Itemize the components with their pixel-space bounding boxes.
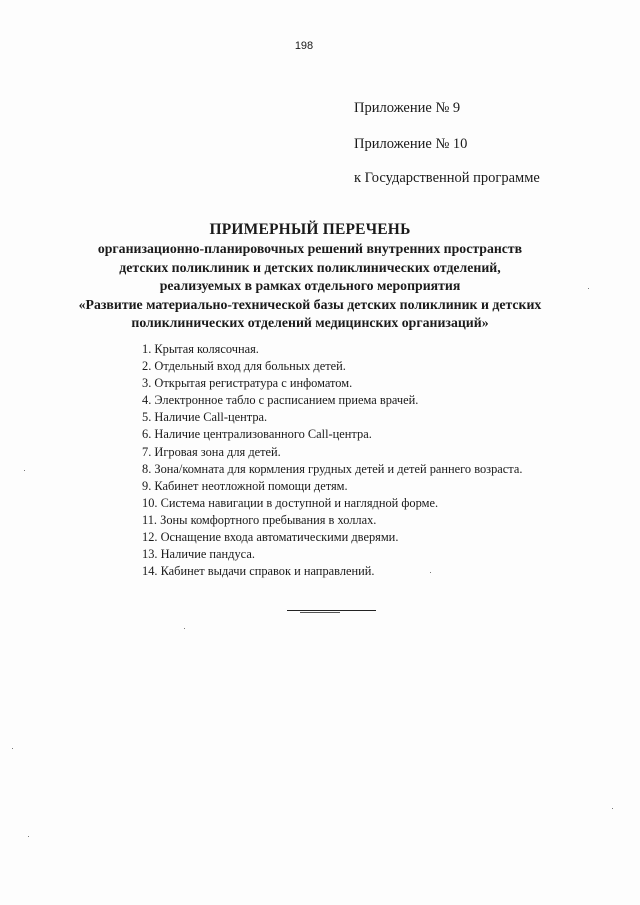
title-heading: ПРИМЕРНЫЙ ПЕРЕЧЕНЬ: [209, 221, 411, 238]
list-item: 8. Зона/комната для кормления грудных детей и детей раннего возраста.: [142, 461, 523, 476]
scan-speck: [24, 470, 25, 471]
list-item: 3. Открытая регистратура с инфоматом.: [142, 376, 353, 391]
list-item: 2. Отдельный вход для больных детей.: [142, 359, 346, 374]
list-item: 9. Кабинет неотложной помощи детям.: [142, 478, 348, 493]
appendix-program-ref: к Государственной программе: [354, 170, 540, 186]
list-item: 13. Наличие пандуса.: [142, 547, 255, 562]
scan-speck: [12, 748, 13, 749]
list-item: 1. Крытая колясочная.: [142, 342, 259, 356]
solutions-list: [142, 341, 522, 580]
title-line: организационно-планировочных решений внутренних пространств: [97, 241, 523, 256]
scan-speck: [430, 572, 431, 573]
closing-divider-stroke: [300, 612, 340, 613]
scan-speck: [28, 836, 29, 837]
closing-divider: [287, 610, 376, 611]
list-item: 7. Игровая зона для детей.: [142, 444, 281, 459]
list-item: 14. Кабинет выдачи справок и направлений.: [142, 564, 375, 579]
scan-speck: [612, 808, 613, 809]
list-item: 11. Зоны комфортного пребывания в холлах.: [142, 512, 377, 527]
scan-speck: [184, 628, 185, 629]
appendix-label-9: Приложение № 9: [354, 100, 461, 116]
page-number: 198: [294, 40, 314, 52]
list-item: 12. Оснащение входа автоматическими дверями.: [142, 530, 399, 545]
document-title: [40, 220, 580, 333]
appendix-label-10: Приложение № 10: [354, 136, 468, 152]
list-item: 5. Наличие Call-центра.: [142, 410, 268, 425]
scan-speck: [588, 288, 589, 289]
title-line: детских поликлиник и детских поликлинических отделений,: [119, 259, 501, 275]
list-item: 10. Система навигации в доступной и наглядной форме.: [142, 495, 439, 510]
title-line: реализуемых в рамках отдельного мероприятия: [159, 278, 461, 293]
list-item: 4. Электронное табло с расписанием приема врачей.: [142, 393, 419, 408]
title-line: поликлинических отделений медицинских организаций»: [131, 315, 489, 330]
title-line: «Развитие материально-технической базы детских поликлиник и детских: [78, 296, 542, 312]
list-item: 6. Наличие централизованного Call-центра.: [142, 427, 372, 442]
